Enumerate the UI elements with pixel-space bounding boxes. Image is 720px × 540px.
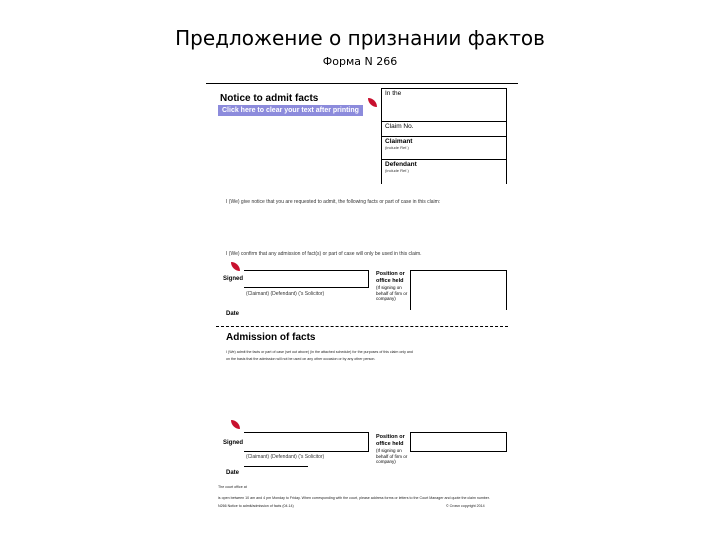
top-rule: [206, 83, 518, 84]
admission-text-1: I (We) admit the facts or part of case (set out above) (in the attached schedule) for the purposes of this claim only and: [226, 350, 413, 354]
claim-no-label: Claim No.: [385, 123, 414, 130]
cut-line: [216, 326, 508, 327]
position-box-2[interactable]: [410, 432, 507, 452]
claim-no-cell[interactable]: [382, 121, 506, 136]
slide-subtitle: Форма N 266: [322, 55, 398, 68]
footer-crown: © Crown copyright 2014: [446, 504, 485, 508]
red-marker-icon: [231, 262, 240, 271]
footer-hours: is open between 10 am and 4 pm Monday to Friday. When corresponding with the court, please address forms or letters to the Court Manager and quote the claim number.: [218, 496, 490, 500]
signature-box-1[interactable]: [244, 270, 369, 288]
in-the-label: In the: [385, 90, 402, 97]
defendant-sub: (include Ref.): [385, 168, 409, 173]
position-sub-1: (If signing on behalf of firm or company): [376, 285, 408, 301]
defendant-cell[interactable]: [382, 159, 506, 185]
signature-box-2[interactable]: [244, 432, 369, 452]
signed-label: Signed: [223, 276, 244, 282]
clear-text-button[interactable]: Click here to clear your text after printing: [218, 105, 363, 116]
claimant-sub: (include Ref.): [385, 145, 409, 150]
position-title-2: Position or office held: [376, 434, 405, 447]
admission-text-2: on the basis that the admission will not be used on any other occasion or by any other person.: [226, 357, 376, 361]
footer-court-office: The court office at: [218, 485, 247, 489]
admission-title: Admission of facts: [226, 332, 316, 343]
date-label-2: Date: [226, 470, 240, 476]
court-details-box: [381, 88, 507, 184]
date-underline-2: [244, 466, 308, 467]
claimant-cell[interactable]: [382, 136, 506, 159]
position-label-2: [376, 434, 408, 465]
claimant-label: Claimant: [385, 138, 413, 145]
position-title-1: Position or office held: [376, 271, 405, 284]
position-sub-2: (If signing on behalf of firm or company): [376, 448, 408, 464]
usage-text: I (We) confirm that any admission of fact(s) or part of case will only be used in this claim.: [226, 251, 422, 257]
notice-title: Notice to admit facts: [220, 93, 319, 104]
defendant-label: Defendant: [385, 161, 417, 168]
signed-label-2: Signed: [223, 440, 244, 446]
signer-role-1: (Claimant) (Defendant) ('s Solicitor): [246, 291, 325, 297]
intro-text: I (We) give notice that you are requested to admit, the following facts or part of case in this claim:: [226, 199, 441, 205]
position-label-1: [376, 271, 408, 302]
in-the-cell[interactable]: [382, 89, 506, 121]
date-label-1: Date: [226, 311, 240, 317]
footer-form-code: N266 Notice to admit/admission of facts (04.14): [218, 504, 294, 508]
signer-role-2: (Claimant) (Defendant) ('s Solicitor): [246, 454, 325, 460]
red-marker-icon: [231, 420, 240, 429]
slide-title: Предложение о признании фактов: [175, 26, 545, 50]
position-box-1[interactable]: [410, 270, 507, 310]
red-marker-icon: [368, 98, 377, 107]
